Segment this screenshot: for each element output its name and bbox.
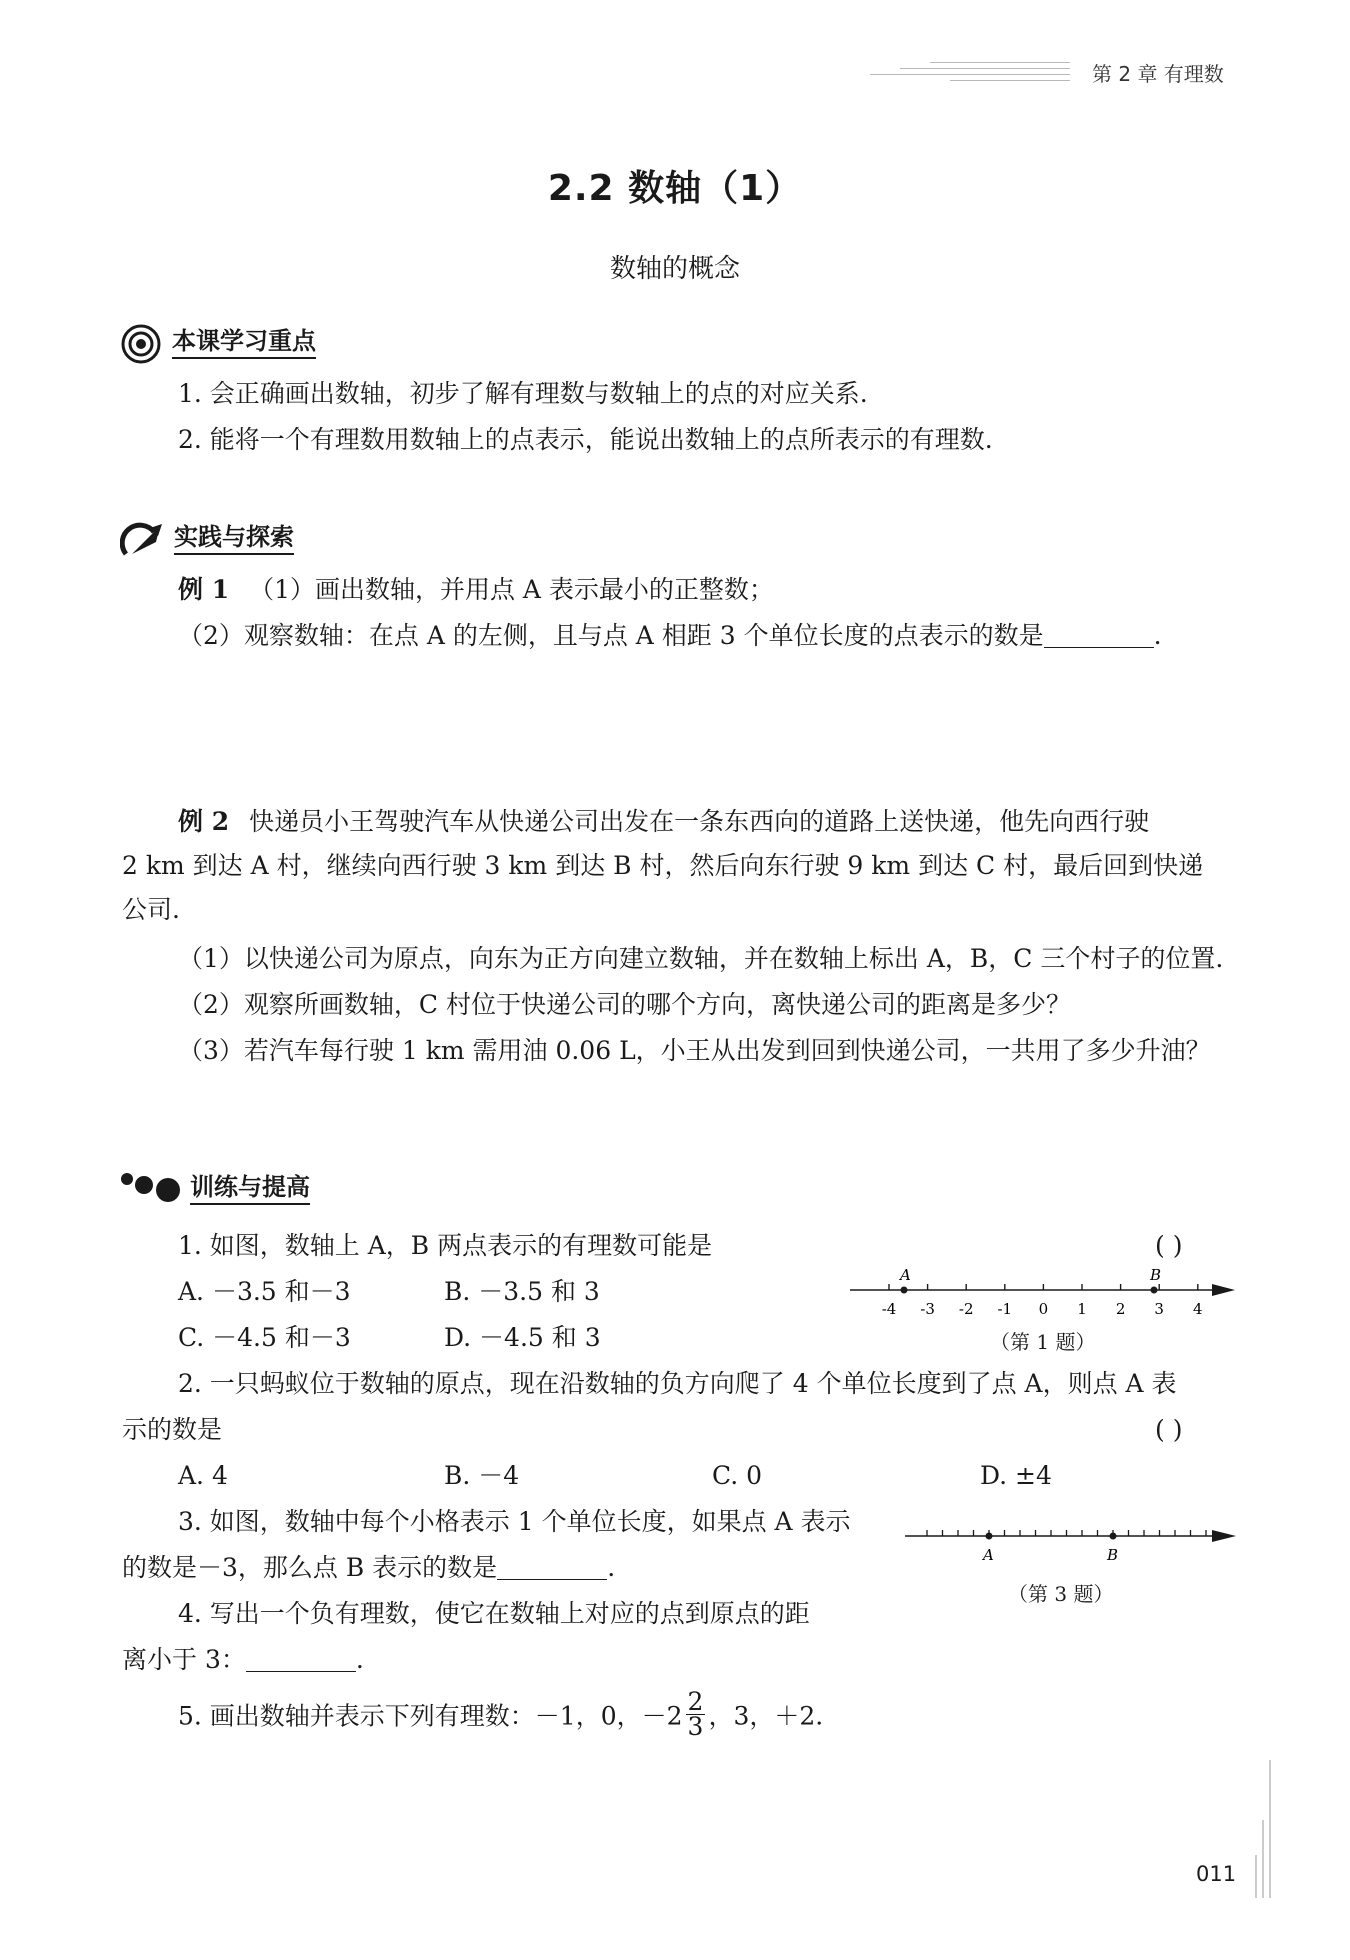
target-icon [120, 323, 162, 365]
tick-label: 3 [1154, 1300, 1164, 1318]
q3-number-line-figure [900, 1520, 1240, 1570]
page-number: 011 [1196, 1862, 1237, 1886]
tick-label: -1 [997, 1300, 1013, 1318]
point-b [1110, 1533, 1117, 1540]
example-1-q1: 例 1 （1）画出数轴，并用点 A 表示最小的正整数； [178, 575, 774, 604]
q2-option-a[interactable]: A. 4 [178, 1461, 228, 1490]
example-2-label: 例 2 [178, 807, 230, 836]
q1-option-c[interactable]: C. －4.5 和－3 [178, 1323, 351, 1352]
header-decoration-lines [870, 58, 1070, 82]
question-2-bracket: ( ) [1155, 1415, 1183, 1444]
q1-option-d[interactable]: D. －4.5 和 3 [444, 1323, 601, 1352]
q2-option-d[interactable]: D. ±4 [980, 1461, 1052, 1490]
arrow-target-icon [120, 520, 166, 560]
question-4-line1: 4. 写出一个负有理数，使它在数轴上对应的点到原点的距 [178, 1599, 810, 1628]
point-b-label: B [1107, 1546, 1119, 1564]
tick-label: -3 [920, 1300, 935, 1318]
section-heading-training: 训练与提高 [190, 1172, 310, 1205]
page-subtitle: 数轴的概念 [609, 254, 740, 284]
chapter-header: 第 2 章 有理数 [1092, 62, 1224, 86]
page-title: 2.2 数轴（1） [547, 168, 803, 209]
question-1-bracket: ( ) [1155, 1231, 1183, 1260]
focus-item-2: 2. 能将一个有理数用数轴上的点表示，能说出数轴上的点所表示的有理数. [178, 425, 993, 454]
example-1-q2: （2）观察数轴：在点 A 的左侧，且与点 A 相距 3 个单位长度的点表示的数是 . [178, 614, 1162, 658]
q2-option-b[interactable]: B. －4 [444, 1461, 520, 1490]
point-a-label: A [983, 1546, 994, 1564]
question-1-text: 1. 如图，数轴上 A，B 两点表示的有理数可能是 [178, 1231, 713, 1260]
example-2-q2: （2）观察所画数轴，C 村位于快递公司的哪个方向，离快递公司的距离是多少？ [178, 990, 1071, 1019]
q1-figure-caption: （第 1 题） [990, 1330, 1096, 1354]
q3-figure-caption: （第 3 题） [1008, 1582, 1114, 1606]
question-4-line2: 离小于 3： . [122, 1638, 364, 1682]
section-heading-focus: 本课学习重点 [172, 326, 316, 359]
tick-label: 2 [1115, 1300, 1126, 1318]
answer-blank[interactable] [1044, 617, 1154, 648]
example-2-line2: 2 km 到达 A 村，继续向西行驶 3 km 到达 B 村，然后向东行驶 9 km 到达 C 村，最后回到快递 [122, 851, 1204, 880]
point-a [901, 1287, 908, 1294]
margin-decoration-lines [1250, 1760, 1280, 1900]
axis-arrow-icon [1212, 1530, 1236, 1542]
example-2-q1: （1）以快递公司为原点，向东为正方向建立数轴，并在数轴上标出 A，B，C 三个村子的位置. [178, 944, 1224, 973]
q2-option-c[interactable]: C. 0 [712, 1461, 763, 1490]
answer-blank[interactable] [246, 1641, 356, 1672]
question-2-line1: 2. 一只蚂蚁位于数轴的原点，现在沿数轴的负方向爬了 4 个单位长度到了点 A，则点 A 表 [178, 1369, 1177, 1398]
example-2-line3: 公司. [122, 895, 180, 924]
tick-label: 4 [1193, 1300, 1203, 1318]
fraction-two-thirds: $\frac{2}{3}$ [687, 1687, 704, 1741]
section-heading-practice: 实践与探索 [174, 522, 294, 555]
point-b [1151, 1287, 1158, 1294]
example-2-q3: （3）若汽车每行驶 1 km 需用油 0.06 L，小王从出发到回到快递公司，一共用了多少升油？ [178, 1036, 1211, 1065]
dots-icon [118, 1168, 184, 1208]
question-3-line1: 3. 如图，数轴中每个小格表示 1 个单位长度，如果点 A 表示 [178, 1507, 851, 1536]
example-1-label: 例 1 [178, 575, 230, 604]
example-2-line1: 例 2 快递员小王驾驶汽车从快递公司出发在一条东西向的道路上送快递，他先向西行驶 [178, 807, 1150, 836]
focus-item-1: 1. 会正确画出数轴，初步了解有理数与数轴上的点的对应关系. [178, 379, 868, 408]
tick-label: -4 [881, 1300, 897, 1318]
axis-arrow-icon [1212, 1284, 1235, 1296]
question-5: 5. 画出数轴并表示下列有理数：－1，0，－2 $\frac{2}{3}$ ，3，＋2. [178, 1687, 824, 1741]
point-a [986, 1533, 993, 1540]
question-3-line2: 的数是－3，那么点 B 表示的数是 . [122, 1546, 615, 1590]
tick-label: -2 [958, 1300, 974, 1318]
point-b-label: B [1150, 1266, 1162, 1284]
point-a-label: A [900, 1266, 911, 1284]
answer-blank[interactable] [497, 1549, 607, 1580]
tick-label: 0 [1038, 1300, 1049, 1318]
question-2-line2: 示的数是 [122, 1415, 223, 1444]
tick-label: 1 [1077, 1300, 1087, 1318]
q1-option-b[interactable]: B. －3.5 和 3 [444, 1277, 600, 1306]
q1-option-a[interactable]: A. －3.5 和－3 [178, 1277, 351, 1306]
